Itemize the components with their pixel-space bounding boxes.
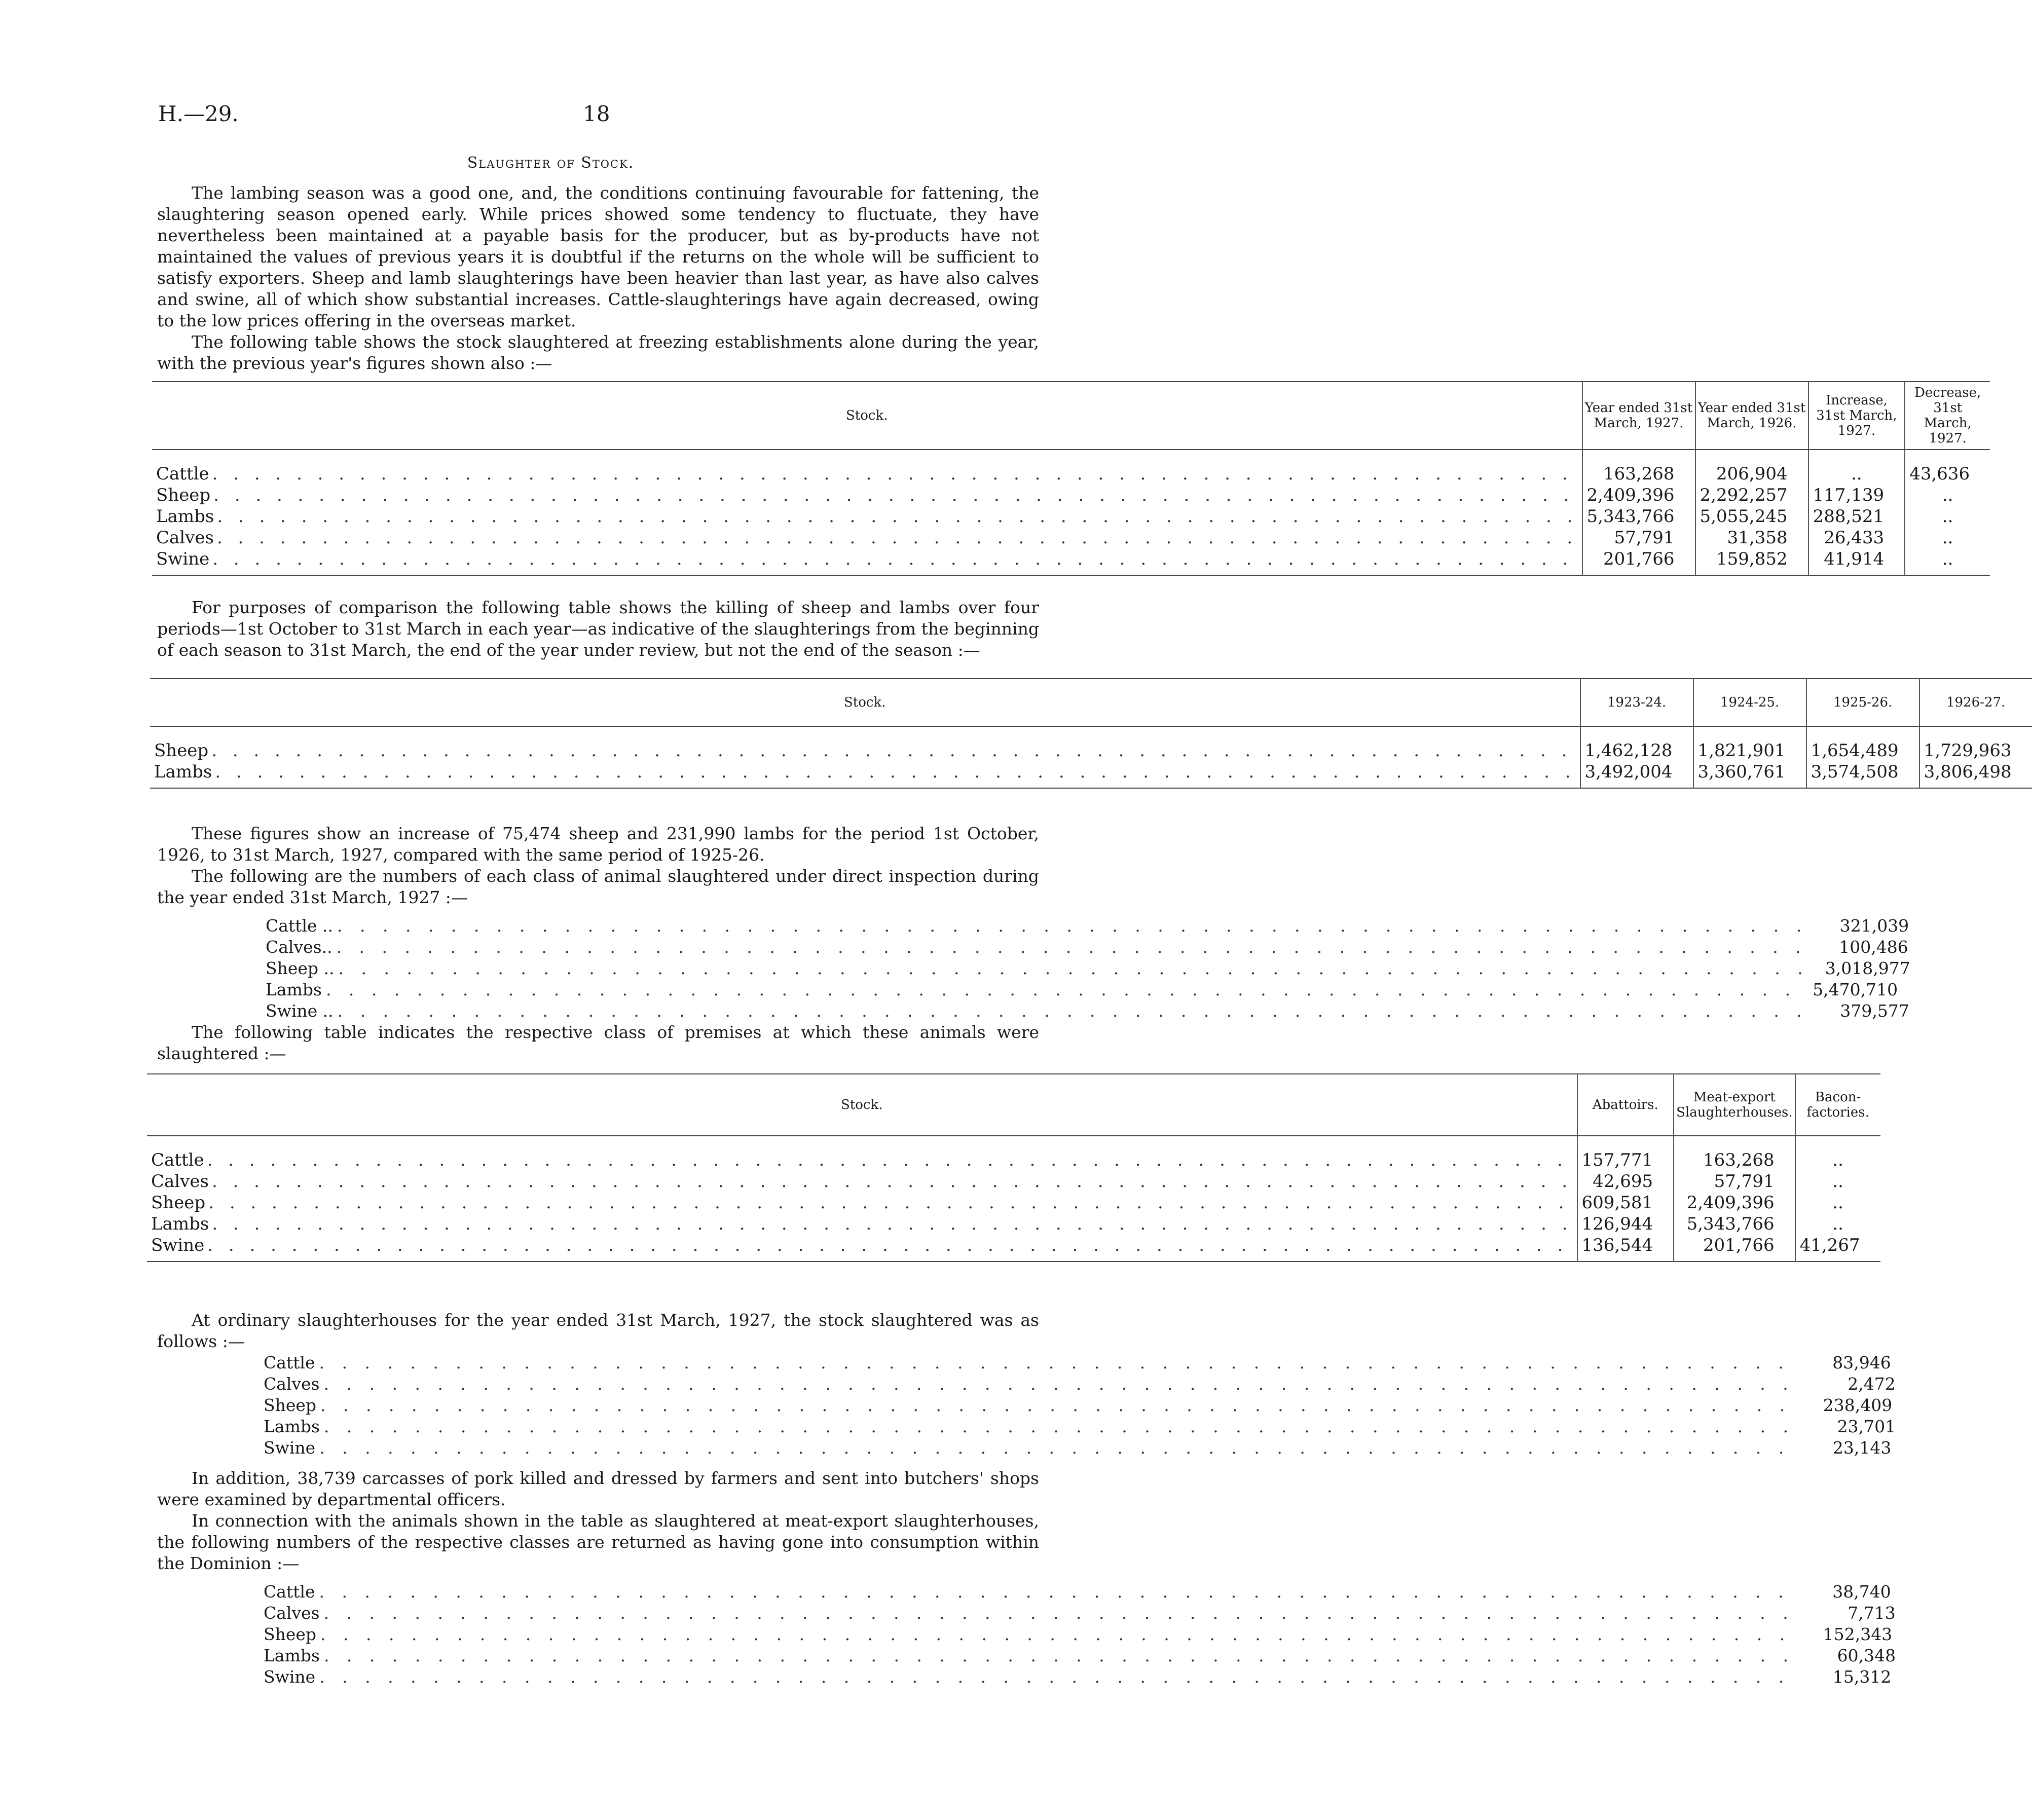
- list-item-label: Sheep ..: [266, 958, 335, 978]
- cell-value: 157,771: [1577, 1149, 1674, 1171]
- stock-label: Swine: [156, 549, 210, 569]
- cell-value: 2,409,396: [1674, 1192, 1795, 1213]
- intro-paragraphs: [157, 182, 1039, 374]
- cell-value: 1,654,489: [1806, 740, 1919, 761]
- premises-intro: [157, 1022, 1039, 1064]
- list-item-label: Swine: [264, 1667, 316, 1687]
- cell-value: 126,944: [1577, 1213, 1674, 1235]
- col-header-abattoirs: Abattoirs.: [1577, 1074, 1674, 1136]
- cell-value: 201,766: [1582, 548, 1695, 575]
- sheep-lambs-periods-table: [150, 678, 2032, 789]
- table-row: [152, 506, 1990, 527]
- list-item-value: 100,486: [1839, 937, 1908, 957]
- cell-value: 3,574,508: [1806, 761, 1919, 788]
- col-header-1925-26: 1925-26.: [1806, 679, 1919, 726]
- list-item-label: Lambs: [264, 1417, 320, 1436]
- table-row: [147, 1171, 1880, 1192]
- cell-value: 42,695: [1577, 1171, 1674, 1192]
- col-header-year-1927: Year ended 31st March, 1927.: [1582, 382, 1695, 450]
- paragraph-table1-intro: The following table shows the stock slaughtered at freezing establishments alone during the year, with the previous year's figures shown also :—: [157, 332, 1039, 373]
- cell-value: ..: [1795, 1213, 1880, 1235]
- cell-value: 5,343,766: [1674, 1213, 1795, 1235]
- cell-value: 57,791: [1674, 1171, 1795, 1192]
- cell-value: 117,139: [1808, 485, 1905, 506]
- leader-dots: . . . . . . . . . . . . . . . . . . . . . . . . . . . . . . . . . . . . . . . . . . . . . . . . . . . . . . . . . . . . . . . . .: [323, 1417, 1795, 1436]
- cell-value: ..: [1905, 485, 1990, 506]
- leader-dots: . . . . . . . . . . . . . . . . . . . . . . . . . . . . . . . . . . . . . . . . . . . . . . . . . . . . . . . . . . . . . . . . .: [211, 740, 1572, 761]
- col-header-decrease: Decrease, 31st March, 1927.: [1905, 382, 1990, 450]
- freezing-works-table: [152, 381, 1990, 576]
- list-item: [264, 1645, 1896, 1666]
- closing-paragraphs: [157, 1468, 1039, 1574]
- cell-value: 41,914: [1808, 548, 1905, 575]
- cell-value: ..: [1808, 463, 1905, 485]
- leader-dots: . . . . . . . . . . . . . . . . . . . . . . . . . . . . . . . . . . . . . . . . . . . . . . . . . . . . . . . . . . . . . . . . .: [207, 1150, 1568, 1170]
- list-item-value: 38,740: [1832, 1582, 1891, 1602]
- list-item-value: 7,713: [1848, 1603, 1896, 1623]
- table-row: [147, 1213, 1880, 1235]
- stock-label: Cattle: [156, 464, 209, 484]
- list-item: [264, 1581, 1891, 1603]
- cell-value: ..: [1795, 1171, 1880, 1192]
- cell-value: 1,729,963: [1919, 740, 2032, 761]
- stock-label: Lambs: [151, 1214, 209, 1234]
- list-item-value: 379,577: [1840, 1001, 1909, 1021]
- cell-value: 43,636: [1905, 463, 1990, 485]
- inspection-paragraphs: [157, 823, 1039, 908]
- col-header-meat-export: Meat-export Slaughterhouses.: [1674, 1074, 1795, 1136]
- dominion-consumption-list: [264, 1581, 1896, 1688]
- leader-dots: . . . . . . . . . . . . . . . . . . . . . . . . . . . . . . . . . . . . . . . . . . . . . . . . . . . . . . . . . . . . . . . . .: [319, 1353, 1790, 1372]
- paragraph-pork-carcasses: In addition, 38,739 carcasses of pork killed and dressed by farmers and sent into butchers' shops were examined by departmental officers.: [157, 1468, 1039, 1509]
- table-row: [150, 740, 2032, 761]
- list-item-value: 152,343: [1823, 1624, 1893, 1644]
- inspection-list: [266, 915, 1910, 1022]
- paragraph-increase-summary: These figures show an increase of 75,474 sheep and 231,990 lambs for the period 1st October, 1926, to 31st March, 1927, compared with the same period of 1925-26.: [157, 824, 1039, 865]
- list-item-label: Cattle ..: [266, 916, 333, 936]
- list-item-value: 238,409: [1823, 1395, 1893, 1415]
- section-title: Slaughter of Stock.: [467, 154, 635, 172]
- cell-value: 206,904: [1695, 463, 1808, 485]
- stock-label: Calves: [151, 1171, 209, 1192]
- cell-value: 159,852: [1695, 548, 1808, 575]
- leader-dots: . . . . . . . . . . . . . . . . . . . . . . . . . . . . . . . . . . . . . . . . . . . . . . . . . . . . . . . . . . . . . . . . .: [212, 464, 1573, 484]
- cell-value: 5,055,245: [1695, 506, 1808, 527]
- cell-value: ..: [1905, 527, 1990, 548]
- cell-value: 3,360,761: [1693, 761, 1806, 788]
- list-item-value: 23,701: [1837, 1417, 1896, 1436]
- cell-value: 3,492,004: [1580, 761, 1693, 788]
- leader-dots: . . . . . . . . . . . . . . . . . . . . . . . . . . . . . . . . . . . . . . . . . . . . . . . . . . . . . . . . . . . . . . . . .: [319, 1667, 1790, 1687]
- list-item: [264, 1395, 1893, 1416]
- list-item: [264, 1603, 1896, 1624]
- cell-value: 57,791: [1582, 527, 1695, 548]
- ordinary-slaughterhouses-intro: [157, 1310, 1039, 1352]
- ordinary-slaughterhouses-list: [264, 1352, 1896, 1459]
- cell-value: 201,766: [1674, 1235, 1795, 1261]
- list-item-label: Sheep: [264, 1395, 317, 1415]
- col-header-1924-25: 1924-25.: [1693, 679, 1806, 726]
- list-item: [266, 979, 1898, 1000]
- list-item-value: 60,348: [1837, 1646, 1896, 1665]
- cell-value: 31,358: [1695, 527, 1808, 548]
- stock-label: Lambs: [156, 506, 214, 527]
- cell-value: ..: [1795, 1192, 1880, 1213]
- cell-value: 2,292,257: [1695, 485, 1808, 506]
- list-item-value: 321,039: [1839, 916, 1909, 936]
- list-item-label: Cattle: [264, 1582, 315, 1602]
- leader-dots: . . . . . . . . . . . . . . . . . . . . . . . . . . . . . . . . . . . . . . . . . . . . . . . . . . . . . . . . . . . . . . . . .: [337, 916, 1808, 936]
- cell-value: 136,544: [1577, 1235, 1674, 1261]
- report-reference: H.—29.: [158, 101, 239, 126]
- list-item-label: Calves: [264, 1603, 320, 1623]
- leader-dots: . . . . . . . . . . . . . . . . . . . . . . . . . . . . . . . . . . . . . . . . . . . . . . . . . . . . . . . . . . . . . . . . .: [212, 1214, 1573, 1234]
- list-item-value: 3,018,977: [1825, 958, 1910, 978]
- leader-dots: . . . . . . . . . . . . . . . . . . . . . . . . . . . . . . . . . . . . . . . . . . . . . . . . . . . . . . . . . . . . . . . . .: [211, 1171, 1573, 1192]
- cell-value: 1,821,901: [1693, 740, 1806, 761]
- list-item-label: Cattle: [264, 1353, 315, 1372]
- cell-value: 3,806,498: [1919, 761, 2032, 788]
- stock-label: Sheep: [154, 740, 209, 761]
- table-row: [152, 485, 1990, 506]
- leader-dots: . . . . . . . . . . . . . . . . . . . . . . . . . . . . . . . . . . . . . . . . . . . . . . . . . . . . . . . . . . . . . . . . .: [208, 1193, 1569, 1213]
- cell-value: 26,433: [1808, 527, 1905, 548]
- cell-value: 163,268: [1674, 1149, 1795, 1171]
- page-number: 18: [583, 101, 610, 126]
- col-header-1923-24: 1923-24.: [1580, 679, 1693, 726]
- stock-label: Lambs: [154, 762, 212, 782]
- list-item-label: Swine ..: [266, 1001, 334, 1021]
- leader-dots: . . . . . . . . . . . . . . . . . . . . . . . . . . . . . . . . . . . . . . . . . . . . . . . . . . . . . . . . . . . . . . . . .: [323, 1374, 1794, 1394]
- cell-value: ..: [1905, 506, 1990, 527]
- list-item-value: 2,472: [1848, 1374, 1896, 1394]
- leader-dots: . . . . . . . . . . . . . . . . . . . . . . . . . . . . . . . . . . . . . . . . . . . . . . . . . . . . . . . . . . . . . . . . .: [320, 1624, 1791, 1644]
- col-header-stock: Stock.: [150, 679, 1580, 726]
- leader-dots: . . . . . . . . . . . . . . . . . . . . . . . . . . . . . . . . . . . . . . . . . . . . . . . . . . . . . . . . . . . . . . . . .: [320, 1395, 1791, 1415]
- paragraph-inspection-intro: The following are the numbers of each class of animal slaughtered under direct inspection during the year ended 31st March, 1927 :—: [157, 866, 1039, 907]
- cell-value: ..: [1905, 548, 1990, 575]
- list-item: [266, 1000, 1909, 1022]
- table-row: [147, 1149, 1880, 1171]
- list-item-label: Calves: [264, 1374, 320, 1394]
- leader-dots: . . . . . . . . . . . . . . . . . . . . . . . . . . . . . . . . . . . . . . . . . . . . . . . . . . . . . . . . . . . . . . . . .: [338, 958, 1809, 978]
- premises-table: [147, 1073, 1880, 1262]
- leader-dots: . . . . . . . . . . . . . . . . . . . . . . . . . . . . . . . . . . . . . . . . . . . . . . . . . . . . . . . . . . . . . . . . .: [216, 528, 1578, 548]
- list-item: [266, 915, 1909, 937]
- leader-dots: . . . . . . . . . . . . . . . . . . . . . . . . . . . . . . . . . . . . . . . . . . . . . . . . . . . . . . . . . . . . . . . . .: [212, 549, 1573, 569]
- leader-dots: . . . . . . . . . . . . . . . . . . . . . . . . . . . . . . . . . . . . . . . . . . . . . . . . . . . . . . . . . . . . . . . . .: [336, 937, 1807, 957]
- leader-dots: . . . . . . . . . . . . . . . . . . . . . . . . . . . . . . . . . . . . . . . . . . . . . . . . . . . . . . . . . . . . . . . . .: [319, 1438, 1790, 1458]
- leader-dots: . . . . . . . . . . . . . . . . . . . . . . . . . . . . . . . . . . . . . . . . . . . . . . . . . . . . . . . . . . . . . . . . .: [207, 1235, 1568, 1255]
- list-item: [264, 1624, 1893, 1645]
- list-item-label: Lambs: [264, 1646, 320, 1665]
- list-item-value: 15,312: [1832, 1667, 1892, 1687]
- table-row: [147, 1235, 1880, 1261]
- leader-dots: . . . . . . . . . . . . . . . . . . . . . . . . . . . . . . . . . . . . . . . . . . . . . . . . . . . . . . . . . . . . . . . . .: [323, 1646, 1795, 1665]
- table-row: [150, 761, 2032, 788]
- comparison-intro: [157, 597, 1039, 661]
- paragraph-premises-intro: The following table indicates the respective class of premises at which these animals were slaughtered :—: [157, 1022, 1039, 1063]
- paragraph-lambing-season: The lambing season was a good one, and, the conditions continuing favourable for fattening, the slaughtering season opened early. While prices showed some tendency to fluctuate, they have nevertheless been maintained at a payable basis for the producer, but as by-products have not maintained the values of previous years it is doubtful if the returns on the whole will be sufficient to satisfy exporters. Sheep and lamb slaughterings have been heavier than last year, as have also calves and swine, all of which show substantial increases. Cattle-slaughterings have again decreased, owing to the low prices offering in the overseas market.: [157, 183, 1039, 330]
- leader-dots: . . . . . . . . . . . . . . . . . . . . . . . . . . . . . . . . . . . . . . . . . . . . . . . . . . . . . . . . . . . . . . . . .: [215, 762, 1576, 782]
- table-row: [152, 548, 1990, 575]
- list-item: [264, 1437, 1892, 1459]
- col-header-increase: Increase, 31st March, 1927.: [1808, 382, 1905, 450]
- stock-label: Sheep: [156, 485, 211, 505]
- col-header-stock: Stock.: [147, 1074, 1577, 1136]
- leader-dots: . . . . . . . . . . . . . . . . . . . . . . . . . . . . . . . . . . . . . . . . . . . . . . . . . . . . . . . . . . . . . . . . .: [337, 1001, 1808, 1021]
- list-item-value: 23,143: [1832, 1438, 1892, 1458]
- list-item-value: 5,470,710: [1813, 980, 1898, 999]
- list-item: [264, 1352, 1891, 1373]
- table-row: [147, 1192, 1880, 1213]
- list-item: [264, 1373, 1896, 1395]
- leader-dots: . . . . . . . . . . . . . . . . . . . . . . . . . . . . . . . . . . . . . . . . . . . . . . . . . . . . . . . . . . . . . . . . .: [217, 506, 1578, 527]
- paragraph-table2-intro: For purposes of comparison the following table shows the killing of sheep and lambs over four periods—1st October to 31st March in each year—as indicative of the slaughterings from the beginning of each season to 31st March, the end of the year under review, but not the end of the season :—: [157, 598, 1039, 660]
- stock-label: Sheep: [151, 1193, 206, 1213]
- cell-value: ..: [1795, 1149, 1880, 1171]
- cell-value: 2,409,396: [1582, 485, 1695, 506]
- list-item: [264, 1416, 1896, 1437]
- list-item-label: Sheep: [264, 1624, 317, 1644]
- list-item: [264, 1666, 1892, 1688]
- leader-dots: . . . . . . . . . . . . . . . . . . . . . . . . . . . . . . . . . . . . . . . . . . . . . . . . . . . . . . . . . . . . . . . . .: [213, 485, 1574, 505]
- stock-label: Calves: [156, 528, 214, 548]
- cell-value: 163,268: [1582, 463, 1695, 485]
- list-item-label: Calves..: [266, 937, 332, 957]
- table-row: [152, 463, 1990, 485]
- stock-label: Swine: [151, 1235, 205, 1255]
- cell-value: 5,343,766: [1582, 506, 1695, 527]
- col-header-year-1926: Year ended 31st March, 1926.: [1695, 382, 1808, 450]
- cell-value: 1,462,128: [1580, 740, 1693, 761]
- list-item: [266, 937, 1908, 958]
- leader-dots: . . . . . . . . . . . . . . . . . . . . . . . . . . . . . . . . . . . . . . . . . . . . . . . . . . . . . . . . . . . . . . . . .: [323, 1603, 1794, 1623]
- cell-value: 41,267: [1795, 1235, 1880, 1261]
- col-header-stock: Stock.: [152, 382, 1582, 450]
- table-row: [152, 527, 1990, 548]
- leader-dots: . . . . . . . . . . . . . . . . . . . . . . . . . . . . . . . . . . . . . . . . . . . . . . . . . . . . . . . . . . . . . . . . .: [325, 980, 1797, 999]
- list-item-label: Swine: [264, 1438, 316, 1458]
- paragraph-dominion-consumption: In connection with the animals shown in the table as slaughtered at meat-export slaughterhouses, the following numbers of the respective classes are returned as having gone into consumption within the Dominion :—: [157, 1511, 1039, 1573]
- cell-value: 288,521: [1808, 506, 1905, 527]
- cell-value: 609,581: [1577, 1192, 1674, 1213]
- leader-dots: . . . . . . . . . . . . . . . . . . . . . . . . . . . . . . . . . . . . . . . . . . . . . . . . . . . . . . . . . . . . . . . . .: [319, 1582, 1790, 1602]
- list-item-value: 83,946: [1832, 1353, 1891, 1372]
- col-header-bacon-factories: Bacon-factories.: [1795, 1074, 1880, 1136]
- list-item-label: Lambs: [266, 980, 322, 999]
- col-header-1926-27: 1926-27.: [1919, 679, 2032, 726]
- stock-label: Cattle: [151, 1150, 204, 1170]
- paragraph-ordinary-slaughterhouses: At ordinary slaughterhouses for the year ended 31st March, 1927, the stock slaughtered was as follows :—: [157, 1310, 1039, 1351]
- list-item: [266, 958, 1910, 979]
